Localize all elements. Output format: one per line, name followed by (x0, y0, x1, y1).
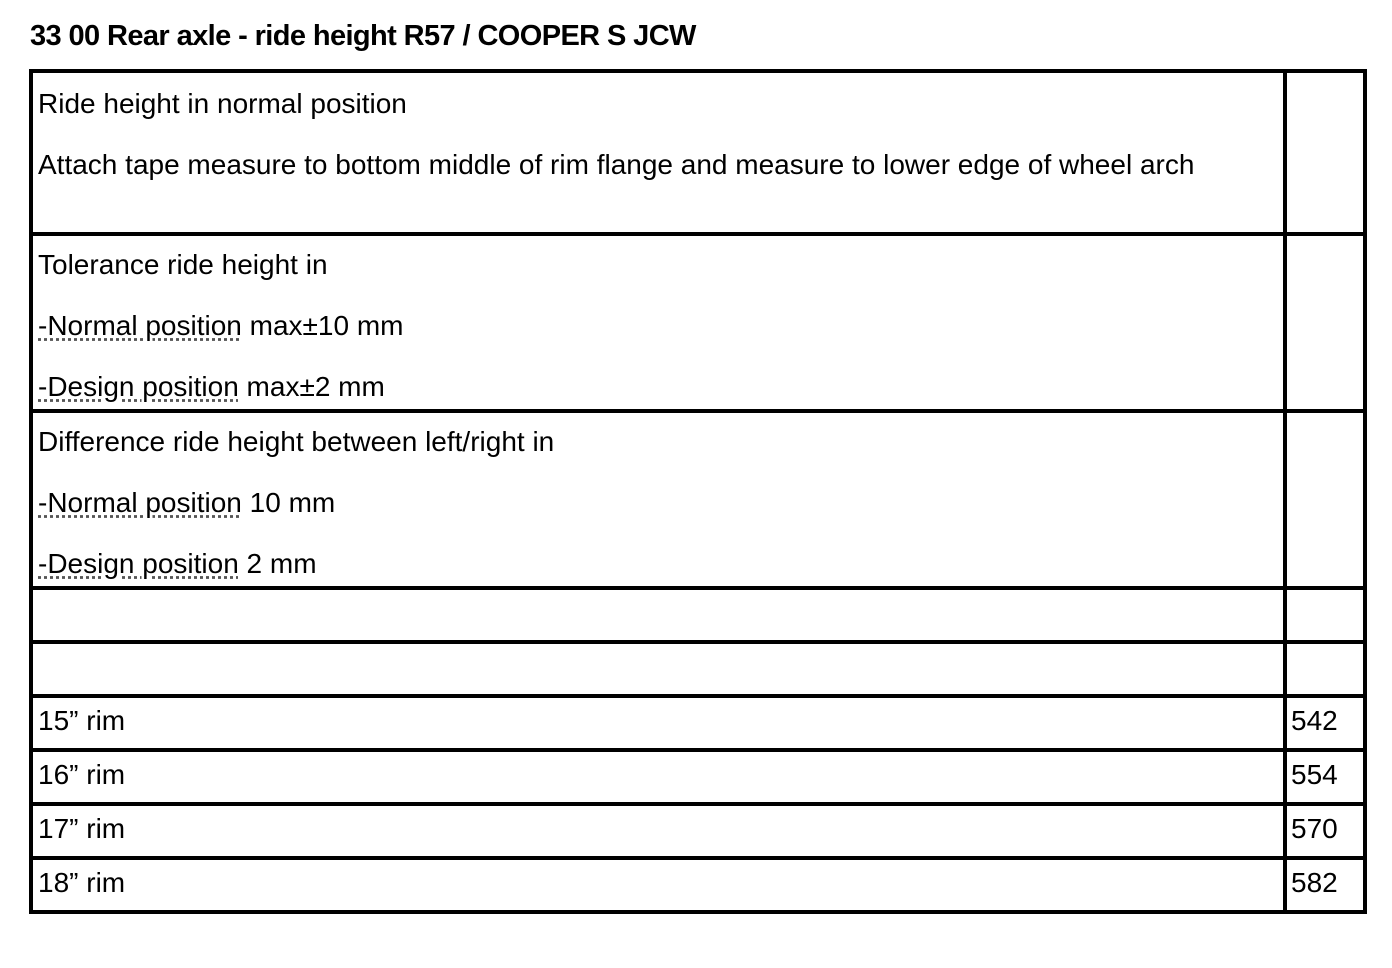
tolerance-normal-line (38, 303, 1283, 348)
tolerance-design-line (38, 364, 1283, 409)
rim-ride-height: 582 (1285, 858, 1365, 912)
normal-position-link[interactable]: -Normal position (38, 487, 242, 518)
rim-label: 18” rim (31, 858, 1285, 912)
difference-design-line (38, 541, 1283, 586)
value-cell (1285, 588, 1365, 642)
rim-label: 16” rim (31, 750, 1285, 804)
rim-ride-height: 570 (1285, 804, 1365, 858)
table-row-rim (31, 750, 1365, 804)
table-row-rim (31, 858, 1365, 912)
value-cell (1285, 234, 1365, 411)
table-row-normal-position (31, 71, 1365, 234)
description-cell (31, 588, 1285, 642)
value-cell (1285, 71, 1365, 234)
description-cell (31, 411, 1285, 588)
tolerance-normal-value: max±10 mm (241, 310, 404, 341)
difference-normal-line (38, 480, 1283, 525)
measurement-instruction: Attach tape measure to bottom middle of rim flange and measure to lower edge of wheel arch (38, 149, 1195, 180)
tolerance-design-value: max±2 mm (238, 371, 385, 402)
table-row-rim (31, 804, 1365, 858)
rim-label: 15” rim (31, 696, 1285, 750)
description-cell (31, 642, 1285, 696)
description-cell (31, 71, 1285, 234)
table-row-difference (31, 411, 1365, 588)
rim-ride-height: 554 (1285, 750, 1365, 804)
normal-position-link[interactable]: -Normal position (38, 310, 242, 341)
table-row-empty (31, 588, 1365, 642)
difference-design-value: 2 mm (238, 548, 317, 579)
rim-ride-height: 542 (1285, 696, 1365, 750)
value-cell (1285, 642, 1365, 696)
difference-heading: Difference ride height between left/right in (38, 426, 555, 457)
normal-position-heading: Ride height in normal position (38, 88, 407, 119)
description-cell (31, 234, 1285, 411)
tolerance-heading: Tolerance ride height in (38, 249, 328, 280)
table-row-rim (31, 696, 1365, 750)
difference-normal-value: 10 mm (241, 487, 336, 518)
table-row-empty (31, 642, 1365, 696)
design-position-link[interactable]: -Design position (38, 548, 239, 579)
value-cell (1285, 411, 1365, 588)
design-position-link[interactable]: -Design position (38, 371, 239, 402)
rim-label: 17” rim (31, 804, 1285, 858)
table-row-tolerance (31, 234, 1365, 411)
ride-height-table (29, 69, 1367, 914)
page-title: 33 00 Rear axle - ride height R57 / COOPER S JCW (30, 20, 696, 52)
